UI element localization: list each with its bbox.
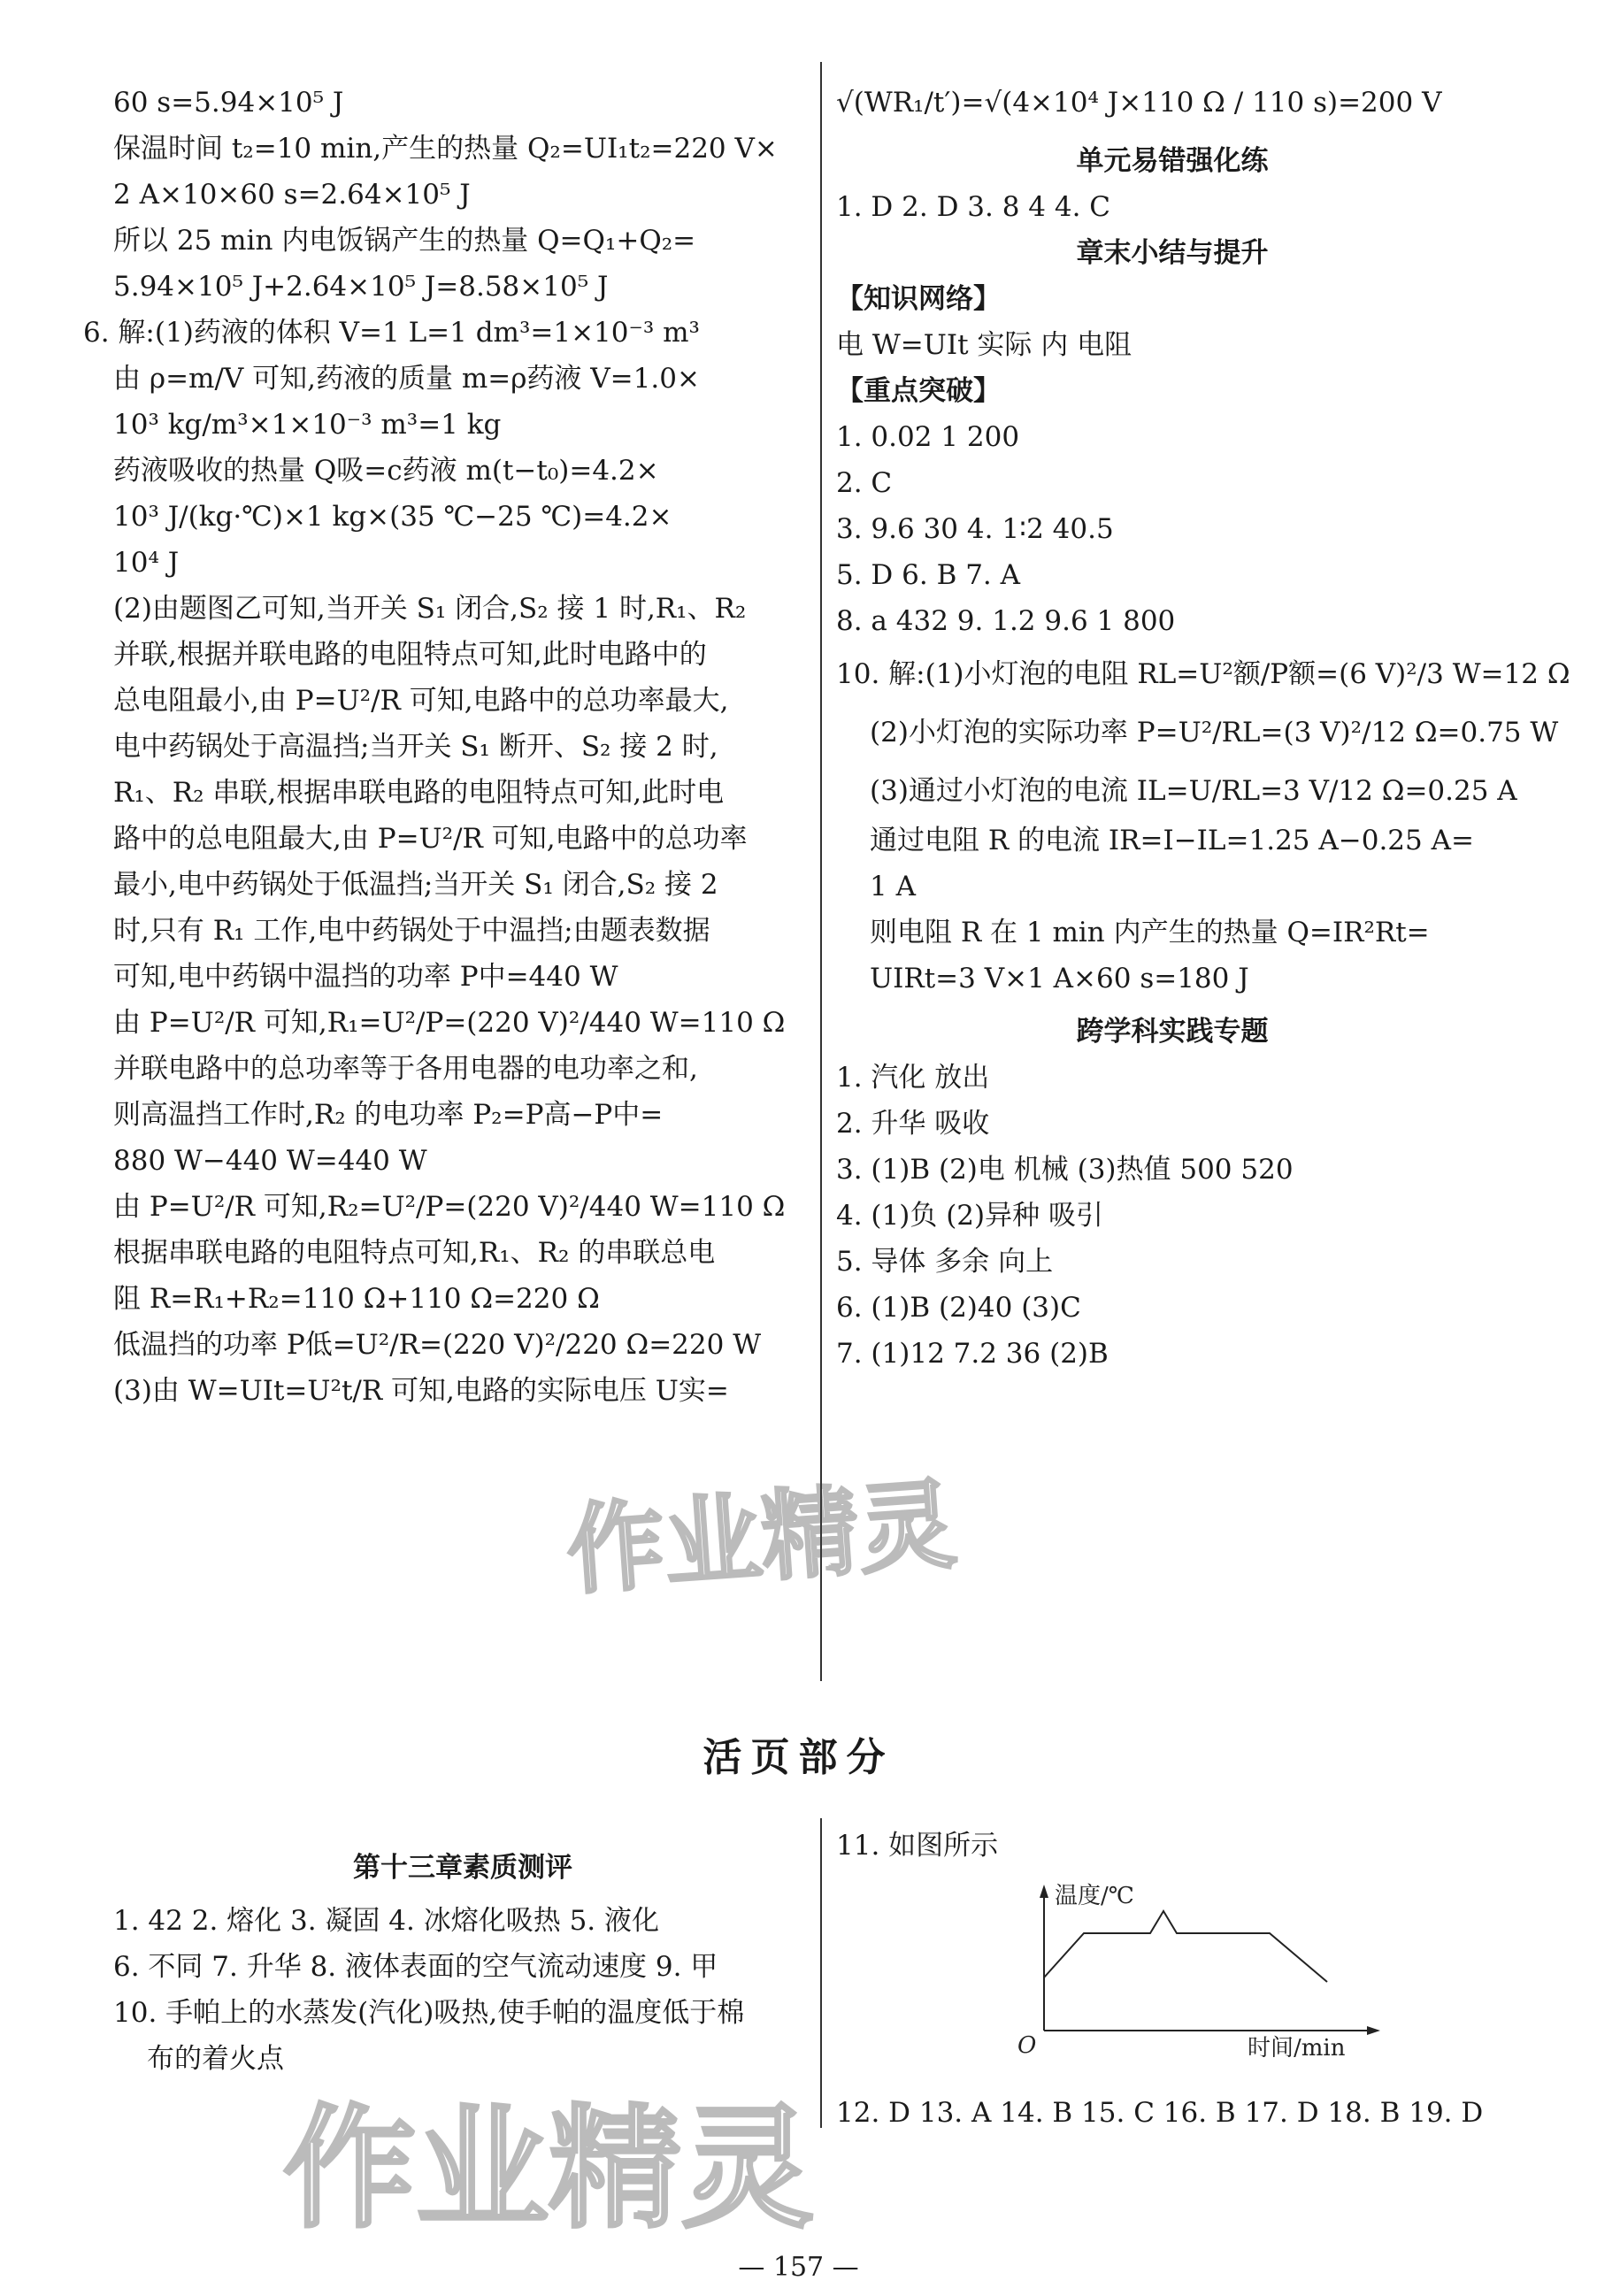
text-line: 保温时间 t₂=10 min,产生的热量 Q₂=UI₁t₂=220 V×	[113, 133, 778, 165]
text-line: 所以 25 min 内电饭锅产生的热量 Q=Q₁+Q₂=	[113, 225, 696, 257]
answer-line: 5. 导体 多余 向上	[836, 1246, 1054, 1278]
right-column	[836, 80, 1570, 1377]
column-divider-lower	[820, 1818, 822, 2128]
answer-line: 则电阻 R 在 1 min 内产生的热量 Q=IR²Rt=	[870, 917, 1430, 948]
text-line: 由 P=U²/R 可知,R₂=U²/P=(220 V)²/440 W=110 Ω	[113, 1191, 786, 1223]
y-axis-arrow	[1040, 1885, 1048, 1898]
text-line: 由 P=U²/R 可知,R₁=U²/P=(220 V)²/440 W=110 Ω	[113, 1007, 786, 1039]
text-line: 并联电路中的总功率等于各用电器的电功率之和,	[113, 1053, 698, 1085]
answer-line: 1. 汽化 放出	[836, 1062, 990, 1094]
temperature-curve	[1044, 1911, 1327, 1982]
watermark: 作业精灵	[563, 1467, 960, 1609]
answer-line: 布的着火点	[147, 2043, 284, 2075]
text-line: 可知,电中药锅中温挡的功率 P中=440 W	[113, 961, 618, 993]
answer-line: 3. 9.6 30 4. 1∶2 40.5	[836, 513, 1114, 545]
x-axis-arrow	[1367, 2026, 1380, 2035]
text-line: 最小,电中药锅处于低温挡;当开关 S₁ 闭合,S₂ 接 2	[113, 869, 718, 901]
text-line: 并联,根据并联电路的电阻特点可知,此时电路中的	[113, 639, 707, 671]
subsection-tag: 【知识网络】	[836, 283, 1001, 315]
answer-line: 7. (1)12 7.2 36 (2)B	[836, 1338, 1109, 1370]
text-line: 2 A×10×60 s=2.64×10⁵ J	[113, 179, 471, 211]
question-6: 6. 解:(1)药液的体积 V=1 L=1 dm³=1×10⁻³ m³	[83, 317, 700, 349]
text-line: 时,只有 R₁ 工作,电中药锅处于中温挡;由题表数据	[113, 915, 710, 947]
column-divider	[820, 62, 822, 1681]
answer-line: 1. D 2. D 3. 8 4 4. C	[836, 191, 1111, 223]
answer-line: 8. a 432 9. 1.2 9.6 1 800	[836, 605, 1176, 637]
answer-line: 通过电阻 R 的电流 IR=I−IL=1.25 A−0.25 A=	[870, 825, 1474, 856]
origin-label: O	[1017, 2032, 1037, 2057]
text-line: 60 s=5.94×10⁵ J	[113, 87, 344, 119]
answer-line: 2. 升华 吸收	[836, 1108, 990, 1140]
answer-line: 6. (1)B (2)40 (3)C	[836, 1292, 1081, 1324]
answer-line: 6. 不同 7. 升华 8. 液体表面的空气流动速度 9. 甲	[113, 1951, 718, 1983]
section-heading: 跨学科实践专题	[1076, 1016, 1269, 1048]
text-line: 880 W−440 W=440 W	[113, 1145, 427, 1177]
watermark-large: 作业精灵	[283, 2093, 815, 2246]
answer-line: 12. D 13. A 14. B 15. C 16. B 17. D 18. B 19. D	[836, 2097, 1484, 2129]
text-line: 低温挡的功率 P低=U²/R=(220 V)²/220 Ω=220 W	[113, 1329, 762, 1361]
answer-line: 10. 手帕上的水蒸发(汽化)吸热,使手帕的温度低于棉	[113, 1997, 745, 2029]
section-heading: 第十三章素质测评	[353, 1852, 572, 1884]
section-title: 活页部分	[703, 1735, 894, 1780]
text-line: 根据串联电路的电阻特点可知,R₁、R₂ 的串联总电	[113, 1237, 716, 1269]
text-line: (3)由 W=UIt=U²t/R 可知,电路的实际电压 U实=	[113, 1375, 729, 1407]
text-line: 5.94×10⁵ J+2.64×10⁵ J=8.58×10⁵ J	[113, 271, 609, 303]
text-line: 10⁴ J	[113, 547, 180, 579]
text-line: 阻 R=R₁+R₂=110 Ω+110 Ω=220 Ω	[113, 1283, 600, 1315]
text-line: 路中的总电阻最大,由 P=U²/R 可知,电路中的总功率	[113, 823, 748, 855]
formula-line: √(WR₁/t′)=√(4×10⁴ J×110 Ω / 110 s)=200 V	[836, 87, 1442, 119]
y-axis-label: 温度/℃	[1055, 1883, 1134, 1909]
answer-line: 1. 0.02 1 200	[836, 421, 1020, 453]
x-axis-label: 时间/min	[1248, 2035, 1346, 2057]
text-line: 10³ J/(kg·℃)×1 kg×(35 ℃−25 ℃)=4.2×	[113, 501, 672, 533]
text-line: (2)由题图乙可知,当开关 S₁ 闭合,S₂ 接 1 时,R₁、R₂	[113, 593, 747, 625]
answer-line: 电 W=UIt 实际 内 电阻	[836, 329, 1132, 361]
text-line: 电中药锅处于高温挡;当开关 S₁ 断开、S₂ 接 2 时,	[113, 731, 718, 763]
text-line: 药液吸收的热量 Q吸=c药液 m(t−t₀)=4.2×	[113, 455, 659, 487]
answer-line: UIRt=3 V×1 A×60 s=180 J	[870, 963, 1249, 994]
page-number: — 157 —	[738, 2252, 859, 2283]
section-heading: 章末小结与提升	[1076, 237, 1269, 269]
answer-line: 10. 解:(1)小灯泡的电阻 RL=U²额/P额=(6 V)²/3 W=12 Ω	[836, 658, 1570, 690]
answer-line: 5. D 6. B 7. A	[836, 559, 1021, 591]
answer-line: 3. (1)B (2)电 机械 (3)热值 500 520	[836, 1154, 1294, 1186]
answer-line: (2)小灯泡的实际功率 P=U²/RL=(3 V)²/12 Ω=0.75 W	[870, 717, 1559, 749]
section-heading: 单元易错强化练	[1076, 145, 1269, 177]
answer-line: 1. 42 2. 熔化 3. 凝固 4. 冰熔化吸热 5. 液化	[113, 1905, 660, 1937]
temperature-time-graph	[1017, 1880, 1389, 2057]
bottom-left-column	[113, 1845, 812, 2082]
answer-line: 1 A	[870, 871, 916, 902]
answer-line: 11. 如图所示	[836, 1830, 999, 1862]
left-column	[83, 80, 812, 1414]
text-line: R₁、R₂ 串联,根据串联电路的电阻特点可知,此时电	[113, 777, 725, 809]
answer-line: (3)通过小灯泡的电流 IL=U/RL=3 V/12 Ω=0.25 A	[870, 775, 1517, 807]
text-line: 由 ρ=m/V 可知,药液的质量 m=ρ药液 V=1.0×	[113, 363, 700, 395]
answer-line: 2. C	[836, 467, 893, 499]
text-line: 则高温挡工作时,R₂ 的电功率 P₂=P高−P中=	[113, 1099, 664, 1131]
subsection-tag: 【重点突破】	[836, 375, 1001, 407]
text-line: 总电阻最小,由 P=U²/R 可知,电路中的总功率最大,	[113, 685, 729, 717]
answer-line: 4. (1)负 (2)异种 吸引	[836, 1200, 1103, 1232]
text-line: 10³ kg/m³×1×10⁻³ m³=1 kg	[113, 409, 502, 441]
